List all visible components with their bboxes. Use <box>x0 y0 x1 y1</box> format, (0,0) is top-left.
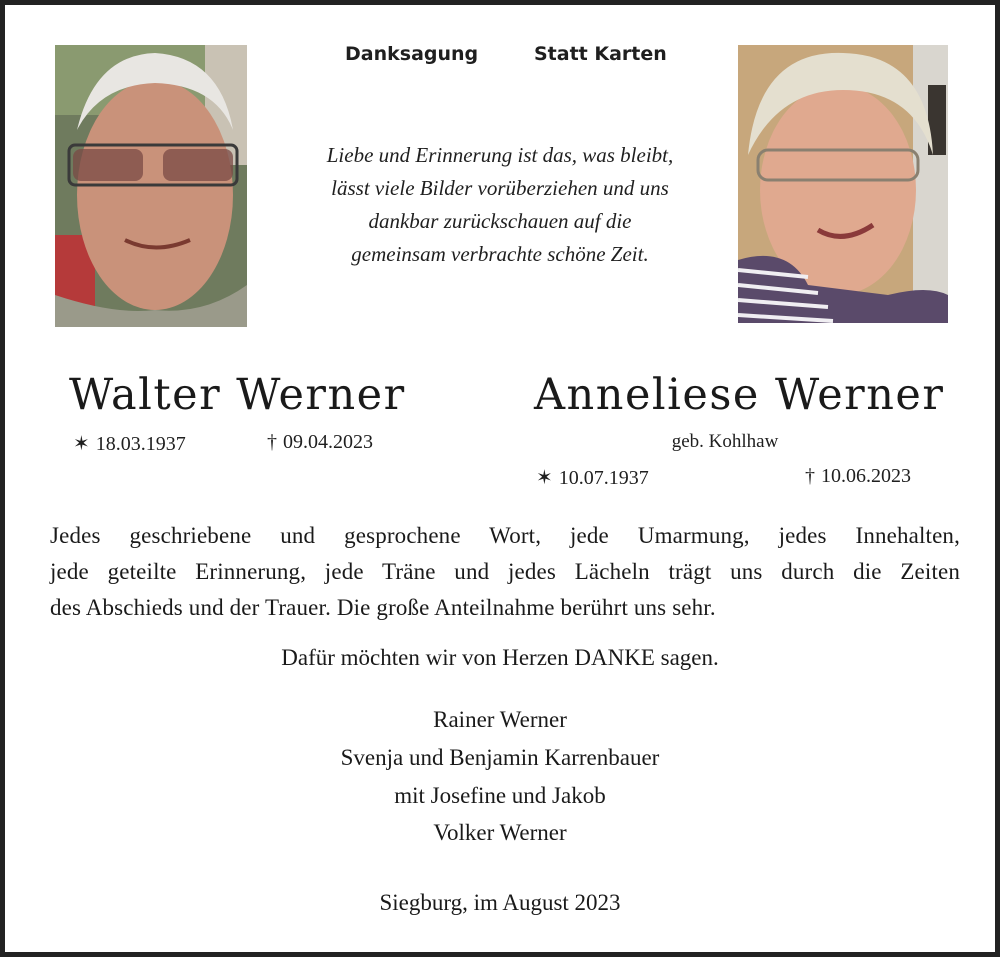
anneliese-death <box>805 465 911 488</box>
walter-birth <box>73 431 186 456</box>
anneliese-portrait-photo <box>738 45 948 323</box>
signatory: Rainer Werner <box>433 707 567 732</box>
birth-star-icon: ✶ <box>73 433 90 455</box>
walter-birth-date: 18.03.1937 <box>95 433 186 455</box>
message-line: des Abschieds und der Trauer. Die große Anteilnahme berührt uns sehr. <box>50 595 716 620</box>
poem-line: gemeinsam verbrachte schöne Zeit. <box>351 242 649 266</box>
birth-star-icon: ✶ <box>536 467 553 489</box>
walter-death-date: 09.04.2023 <box>283 431 373 453</box>
anneliese-name: Anneliese Werner <box>534 370 945 420</box>
anneliese-birth <box>536 465 649 490</box>
poem-line: Liebe und Erinnerung ist das, was bleibt, <box>326 143 674 167</box>
signatory: mit Josefine und Jakob <box>394 783 606 808</box>
walter-portrait-photo <box>55 45 247 327</box>
place-date: Siegburg, im August 2023 <box>379 890 621 915</box>
danksagung-label: Danksagung <box>345 43 479 65</box>
walter-death <box>267 431 373 454</box>
death-cross-icon: † <box>267 431 277 453</box>
walter-name: Walter Werner <box>69 370 406 420</box>
anneliese-birth-date: 10.07.1937 <box>558 467 649 489</box>
poem-line: dankbar zurückschauen auf die <box>368 209 632 233</box>
signatory: Volker Werner <box>433 820 567 845</box>
signatory: Svenja und Benjamin Karrenbauer <box>340 745 660 770</box>
statt-karten-label: Statt Karten <box>534 43 667 65</box>
poem <box>265 139 735 271</box>
message-line: jede geteilte Erinnerung, jede Träne und jedes Lächeln trägt uns durch die Zeiten <box>50 559 960 584</box>
anneliese-death-date: 10.06.2023 <box>821 465 911 487</box>
poem-line: lässt viele Bilder vorüberziehen und uns <box>331 176 669 200</box>
thanks-line: Dafür möchten wir von Herzen DANKE sagen. <box>281 645 719 670</box>
death-cross-icon: † <box>805 465 815 487</box>
message-line: Jedes geschriebene und gesprochene Wort, jede Umarmung, jedes Innehalten, <box>50 523 960 548</box>
anneliese-birth-name: geb. Kohlhaw <box>671 431 779 452</box>
